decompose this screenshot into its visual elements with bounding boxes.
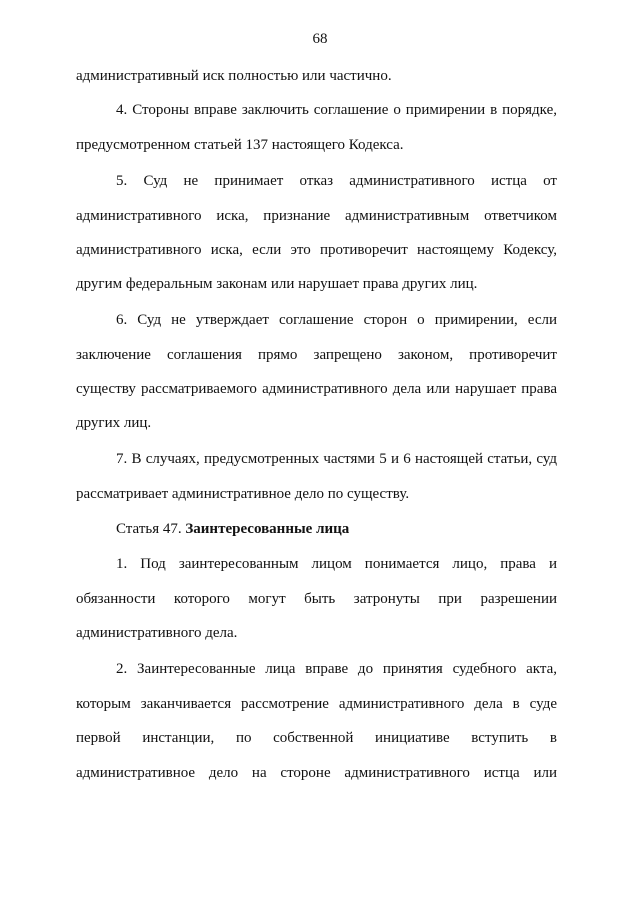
article-number: Статья 47.	[116, 521, 182, 537]
text-line: предусмотренном статьей 137 настоящего Кодекса.	[76, 137, 404, 153]
text-line: 6. Суд не утверждает соглашение сторон о примирении, если	[116, 312, 557, 328]
article-heading	[116, 519, 557, 539]
text-line: административного иска, признание административным ответчиком	[76, 208, 557, 224]
text-line: административного иска, если это противоречит настоящему Кодексу,	[76, 242, 557, 258]
text-line: которым заканчивается рассмотрение административного дела в суде	[76, 696, 557, 712]
text-line: административного дела.	[76, 625, 238, 641]
text-line: других лиц.	[76, 415, 152, 431]
text-line: первой инстанции, по собственной инициативе вступить в	[76, 730, 557, 746]
text-line: 2. Заинтересованные лица вправе до принятия судебного акта,	[116, 661, 557, 677]
page-number: 68	[312, 31, 328, 47]
article-title: Заинтересованные лица	[185, 521, 350, 537]
text-line: 1. Под заинтересованным лицом понимается лицо, права и	[116, 556, 557, 572]
text-line: заключение соглашения прямо запрещено законом, противоречит	[76, 347, 557, 363]
text-line: существу рассматриваемого административного дела или нарушает права	[76, 381, 557, 397]
text-line: 4. Стороны вправе заключить соглашение о примирении в порядке,	[116, 102, 557, 118]
text-line: административный иск полностью или частично.	[76, 68, 392, 84]
text-line: обязанности которого могут быть затронуты при разрешении	[76, 591, 557, 607]
text-line: рассматривает административное дело по существу.	[76, 486, 410, 502]
text-line: другим федеральным законам или нарушает права других лиц.	[76, 276, 478, 292]
text-line: 7. В случаях, предусмотренных частями 5 и 6 настоящей статьи, суд	[116, 451, 557, 467]
text-line: 5. Суд не принимает отказ административного истца от	[116, 173, 557, 189]
text-line: административное дело на стороне административного истца или	[76, 765, 557, 781]
